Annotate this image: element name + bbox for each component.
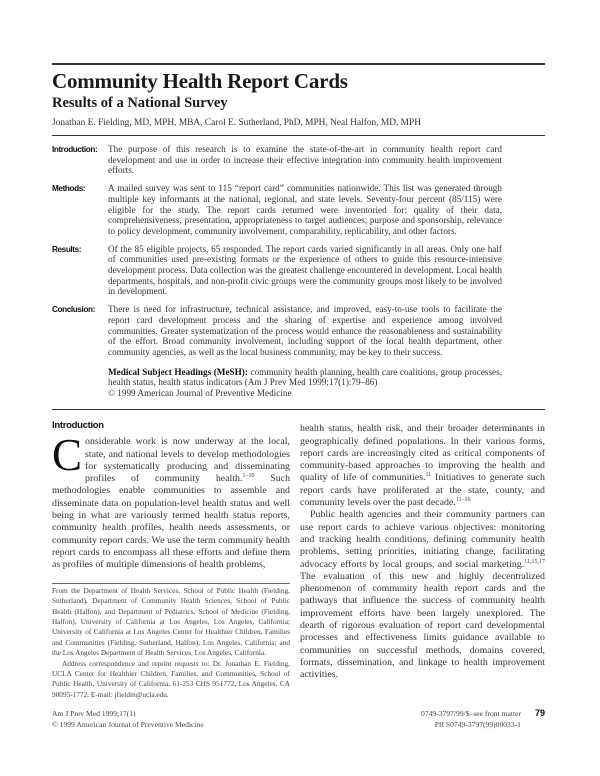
paragraph [52, 430, 290, 571]
footer-copyright: © 1999 American Journal of Preventive Medicine [52, 720, 204, 730]
citation: 11–16 [455, 497, 471, 504]
abstract-rule [52, 409, 545, 411]
citation: 11,15,17 [524, 558, 545, 565]
text: Public health agencies and their community partners can use report cards to achieve various objectives: monitoring and tracking health conditions, defining community health problems, setting priorities, initiating change, facilitating advocacy efforts by local groups, and social marketing. [300, 509, 545, 570]
author-list: Jonathan E. Fielding, MD, MPH, MBA, Carol E. Sutherland, PhD, MPH, Neal Halfon, MD, MPH [52, 117, 422, 128]
mesh-keywords [108, 367, 502, 399]
abstract [52, 136, 545, 409]
footnote [52, 584, 290, 700]
paragraph [300, 423, 545, 509]
text: Such methodologies enable communities to assemble and disseminate data on population-level health status and well being in what are variously termed health status reports, community health profiles, health needs assessments, or community report cards. We use the term community health report cards to encompass all these efforts and define them as profiles of multiple dimensions of health problems, [52, 473, 290, 571]
body-columns [52, 420, 545, 700]
footer-left [52, 708, 421, 730]
pii: PII S0749-3797(99)00033-1 [434, 720, 521, 730]
abstract-text: Of the 85 eligible projects, 65 responded. The report cards varied significantly in all areas. Only one half of communities used pre-existing formats or the experience of others to guide this resource-intensive development process. Data collection was the greatest challenge encountered in development. Local health departments, hospitals, and non-profit civic groups were the community groups most likely to be involved in development. [108, 243, 502, 297]
citation: 11 [425, 472, 432, 479]
affiliation-note: From the Department of Health Services, School of Public Health (Fielding, Sutherland), Department of Community Health Sciences, School of Public Health (Halfon), and Department of Pediatrics, School of Medicine (Fielding, Halfon), University of California at Los Angeles, Los Angeles, California; University of California at Los Angeles Center for Healthier Children, Families and Communities (Fielding, Sutherland, Halfon), Los Angeles, California; and the Los Angeles Department of Health Services, Los Angeles, California. [52, 585, 290, 658]
mesh-terms: community health planning, health care coalitions, group processes, health status, health status indicators (Am J Prev Med 1999;17(1):79–86) [108, 366, 502, 388]
section-heading: Introduction [52, 420, 104, 432]
journal-citation: Am J Prev Med 1999;17(1) [52, 709, 136, 719]
text: Initiatives to generate such report cards have proliferated at the state, county, and community levels over the past decade. [300, 472, 545, 509]
text: The evaluation of this new and highly decentralized phenomenon of community health report cards and the pathways that influence the success of community health improvement efforts have been largely unexplored. The dearth of rigorous evaluation of report card developmental processes and effectiveness limits guidance available to communities on successful methods, domains covered, formats, dissemination, and linkage to health improvement activities. [300, 570, 545, 681]
abstract-label: Methods: [52, 184, 86, 194]
abstract-text: There is need for infrastructure, technical assistance, and improved, easy-to-use tools to facilitate the report card development process and the sharing of expertise and experience among involved communities. Greater systematization of the process would enhance the reasonableness and sustainability of the effort. Broad community involvement, including support of the local health department, other community agencies, as well as the local business community, may be key to their success. [108, 304, 502, 357]
footer-right [421, 708, 521, 730]
abstract-conclusion [52, 304, 502, 358]
paragraph [300, 509, 545, 681]
correspondence-note: Address correspondence and reprint requests to: Dr. Jonathan E. Fielding, UCLA Center for Healthier Children, Families, and Communities, School of Public Health, University of California, 61-253 CHS 951772, Los Angeles, CA 90095-1772. E-mail: jfieldin@ucla.edu. [52, 658, 290, 699]
abstract-results [52, 244, 502, 298]
body-column-right [300, 420, 545, 700]
body-column-left [52, 420, 290, 700]
abstract-introduction [52, 144, 502, 176]
article-title: Community Health Report Cards [52, 68, 348, 93]
drop-cap: C [52, 430, 83, 481]
abstract-label: Results: [52, 244, 82, 254]
page-number: 79 [534, 708, 545, 719]
abstract-methods [52, 183, 502, 237]
mesh-copyright: © 1999 American Journal of Preventive Medicine [108, 388, 292, 399]
abstract-text: A mailed survey was sent to 115 “report card” communities nationwide. This list was generated through multiple key informants at the national, regional, and state levels. Seventy-four percent (85/115) were eligible for the study. The report cards returned were inventoried for: quality of their data, comprehensiveness, presentation, appropriateness to target audiences, purpose and sponsorship, relevance to policy development, community involvement, comparability, replicability, and other factors. [108, 183, 502, 236]
issn: 0749-3797/99/$–see front matter [421, 709, 521, 719]
page-footer [52, 708, 545, 730]
text: onsiderable work is now underway at the local, state, and national levels to develop methodologies for systematically producing and disseminating profiles of community health. [85, 436, 290, 485]
abstract-label: Introduction: [52, 145, 98, 154]
mesh-label: Medical Subject Headings (MeSH): [108, 366, 248, 377]
left-column-text [52, 420, 290, 579]
top-rule [52, 63, 545, 65]
article-subtitle: Results of a National Survey [52, 94, 228, 111]
page [52, 0, 545, 730]
abstract-label: Conclusion: [52, 305, 95, 315]
citation: 1–10 [242, 473, 255, 480]
text-continued: health status, health risk, and their broader determinants in geographically defined populations. In their various forms, report cards are increasingly cited as critical components of community-based approaches to improving the health and quality of life of communities. [300, 423, 545, 484]
abstract-text: The purpose of this research is to examine the state-of-the-art in community health report card development and use in order to increase their effective integration into community health improvement efforts. [108, 144, 502, 176]
